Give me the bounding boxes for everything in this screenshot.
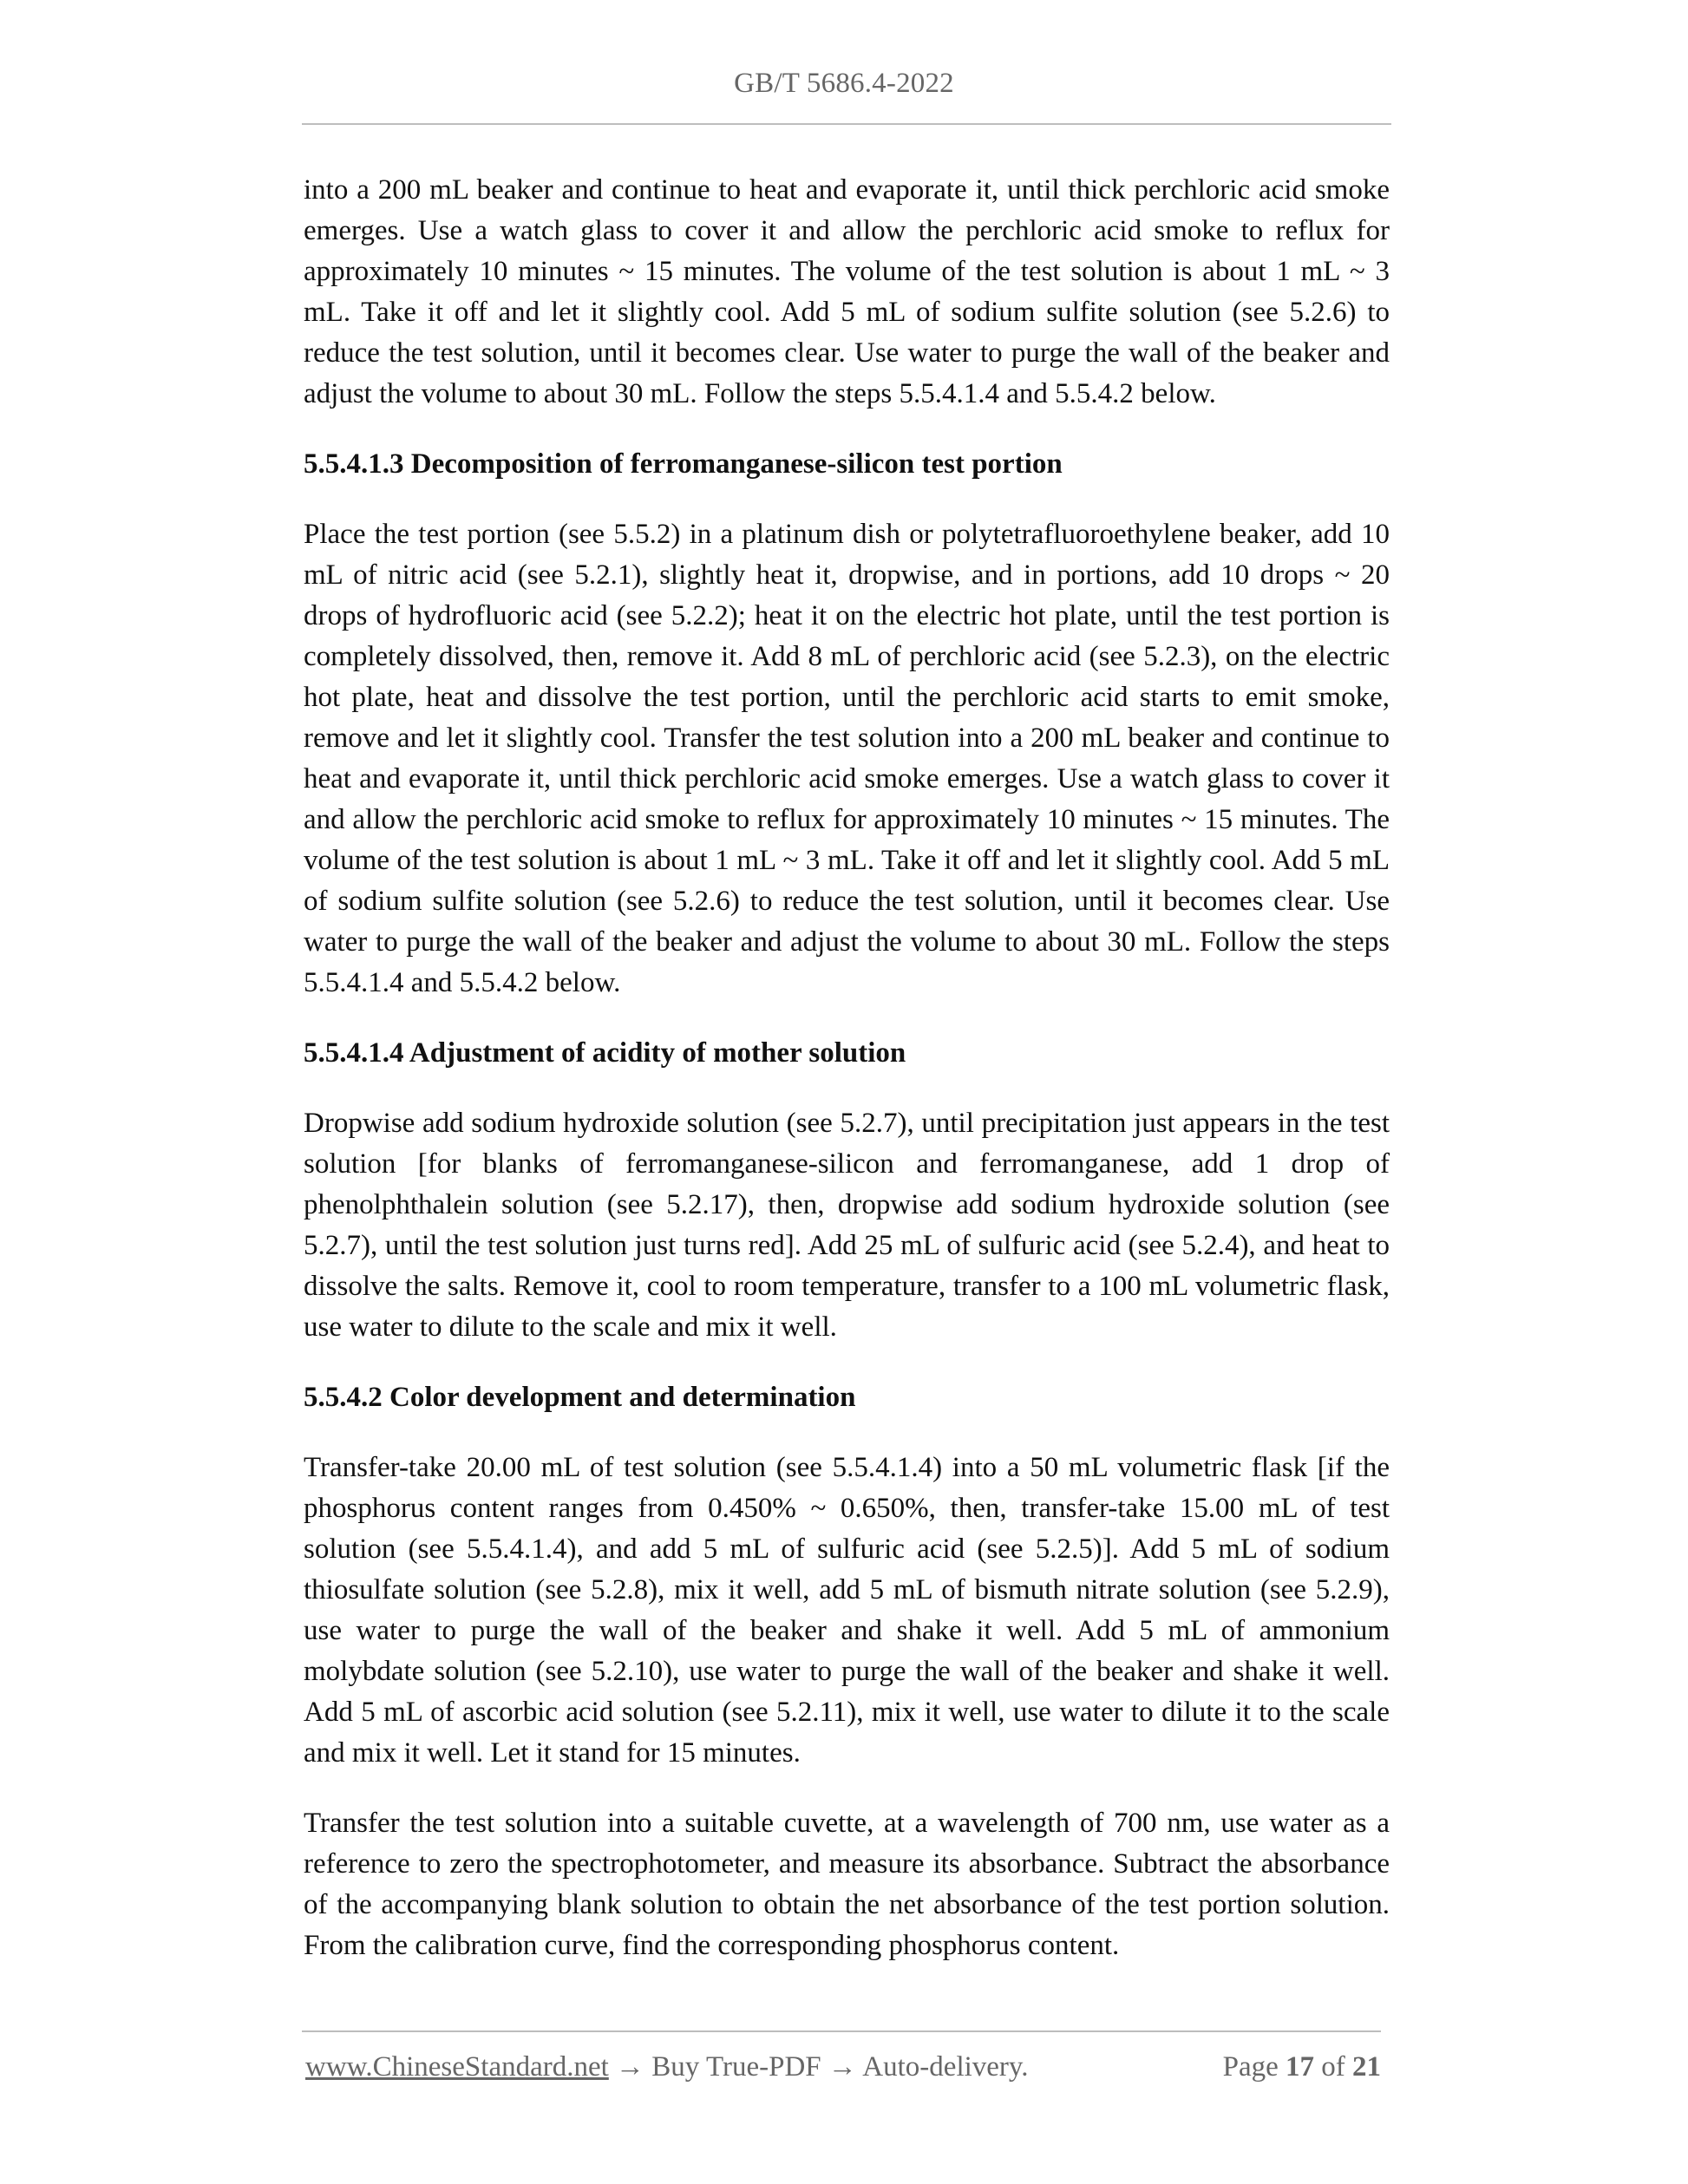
paragraph-absorbance-measurement: Transfer the test solution into a suitable cuvette, at a wavelength of 700 nm, use water as a reference to zero the spectrophotometer, and measure its absorbance. Subtract the absorbance of the accompanying blank solution to obtain the net absorbance of the test portion solution. From the calibration curve, find the corresponding phosphorus content. [304,1808,1390,1961]
current-page-number: 17 [1286,2051,1314,2083]
footer-divider [302,2030,1381,2032]
section-heading-5-5-4-1-4: 5.5.4.1.4 Adjustment of acidity of mother solution [304,1037,906,1069]
section-heading-5-5-4-1-3: 5.5.4.1.3 Decomposition of ferromanganese-silicon test portion [304,448,1063,480]
document-header-title: GB/T 5686.4-2022 [734,68,954,99]
footer-promo-text: → Buy True-PDF → Auto-delivery. [608,2051,1029,2083]
page-footer [305,2051,1381,2095]
section-heading-5-5-4-2: 5.5.4.2 Color development and determination [304,1382,856,1413]
paragraph-color-development: Transfer-take 20.00 mL of test solution (see 5.5.4.1.4) into a 50 mL volumetric flask [if the phosphorus content ranges from 0.450% ~ 0.650%, then, transfer-take 15.00 mL of test solution (see 5.5.4.1.4), and add 5 mL of sulfuric acid (see 5.2.5)]. Add 5 mL of sodium thiosulfate solution (see 5.2.8), mix it well, add 5 mL of bismuth nitrate solution (see 5.2.9), use water to purge the wall of the beaker and shake it well. Add 5 mL of ammonium molybdate solution (see 5.2.10), use water to purge the wall of the beaker and shake it well. Add 5 mL of ascorbic acid solution (see 5.2.11), mix it well, use water to dilute it to the scale and mix it well. Let it stand for 15 minutes. [304,1452,1390,1769]
paragraph-continuation: into a 200 mL beaker and continue to heat and evaporate it, until thick perchloric acid smoke emerges. Use a watch glass to cover it and allow the perchloric acid smoke to reflux for approximately 10 minutes ~ 15 minutes. The volume of the test solution is about 1 mL ~ 3 mL. Take it off and let it slightly cool. Add 5 mL of sodium sulfite solution (see 5.2.6) to reduce the test solution, until it becomes clear. Use water to purge the wall of the beaker and adjust the volume to about 30 mL. Follow the steps 5.5.4.1.4 and 5.5.4.2 below. [304,174,1390,409]
document-body [304,170,1390,1996]
page-label: Page [1222,2051,1279,2083]
header-divider [302,123,1391,125]
page-of-label: of [1321,2051,1345,2083]
total-page-number: 21 [1352,2051,1381,2083]
footer-promo [305,2051,1029,2083]
page-indicator [1223,2051,1381,2083]
paragraph-acidity-adjustment: Dropwise add sodium hydroxide solution (see 5.2.7), until precipitation just appears in the test solution [for blanks of ferromanganese-silicon and ferromanganese, add 1 drop of phenolphthalein solution (see 5.2.17), then, dropwise add sodium hydroxide solution (see 5.2.7), until the test solution just turns red]. Add 25 mL of sulfuric acid (see 5.2.4), and heat to dissolve the salts. Remove it, cool to room temperature, transfer to a 100 mL volumetric flask, use water to dilute to the scale and mix it well. [304,1108,1390,1343]
site-link[interactable]: www.ChineseStandard.net [305,2051,609,2083]
paragraph-decomposition: Place the test portion (see 5.5.2) in a platinum dish or polytetrafluoroethylene beaker, add 10 mL of nitric acid (see 5.2.1), slightly heat it, dropwise, and in portions, add 10 drops ~ 20 drops of hydrofluoric acid (see 5.2.2); heat it on the electric hot plate, until the test portion is completely dissolved, then, remove it. Add 8 mL of perchloric acid (see 5.2.3), on the electric hot plate, heat and dissolve the test portion, until the perchloric acid starts to emit smoke, remove and let it slightly cool. Transfer the test solution into a 200 mL beaker and continue to heat and evaporate it, until thick perchloric acid smoke emerges. Use a watch glass to cover it and allow the perchloric acid smoke to reflux for approximately 10 minutes ~ 15 minutes. The volume of the test solution is about 1 mL ~ 3 mL. Take it off and let it slightly cool. Add 5 mL of sodium sulfite solution (see 5.2.6) to reduce the test solution, until it becomes clear. Use water to purge the wall of the beaker and adjust the volume to about 30 mL. Follow the steps 5.5.4.1.4 and 5.5.4.2 below. [304,519,1390,998]
